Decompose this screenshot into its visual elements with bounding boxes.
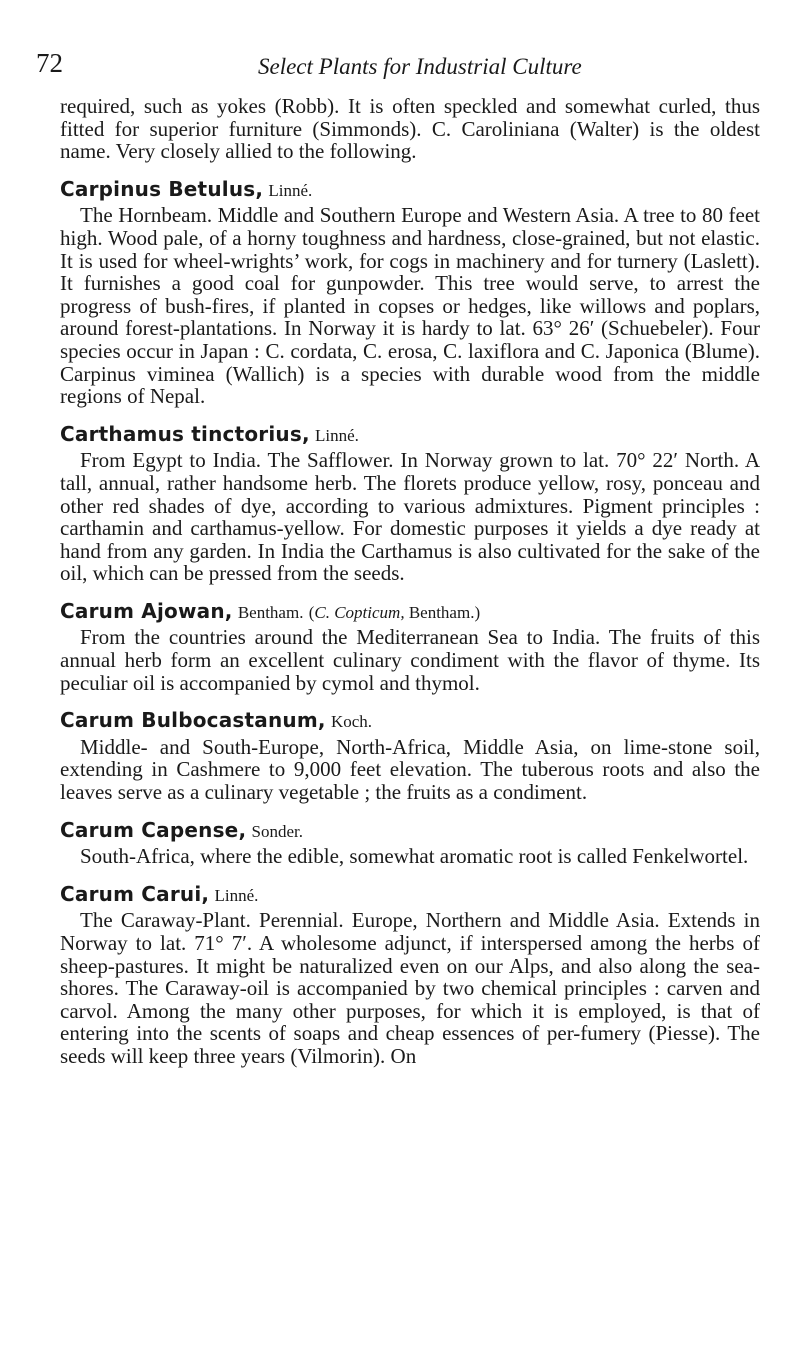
entry-carum-ajowan: [60, 600, 760, 694]
entry-name: Carthamus tinctorius,: [60, 421, 310, 446]
entry-heading: [60, 423, 760, 448]
entry-description: From Egypt to India. The Safflower. In Norway grown to lat. 70° 22′ North. A tall, annual, rather handsome herb. The florets produce yellow, rosy, ponceau and other red shades of dye, according to various admixtures. Pigment principles : carthamin and carthamus-yellow. For domestic purposes it yields a dye ready at hand from any garden. In India the Carthamus is also cultivated for the sake of the oil, which can be pressed from the seeds.: [60, 448, 760, 586]
entry-description: Middle- and South-Europe, North-Africa, Middle Asia, on lime-stone soil, extending in Cashmere to 9,000 feet elevation. The tuberous roots and also the leaves serve as a culinary vegetable ; the fruits as a condiment.: [60, 734, 760, 805]
entry-heading: [60, 600, 760, 625]
page-number: 72: [36, 48, 63, 78]
entry-carum-capense: [60, 819, 760, 868]
entry-heading: [60, 178, 760, 203]
entry-synonym: [309, 603, 480, 622]
entry-name: Carum Bulbocastanum,: [60, 708, 326, 733]
entry-name: Carum Carui,: [60, 881, 210, 906]
entry-description: The Caraway-Plant. Perennial. Europe, Northern and Middle Asia. Extends in Norway to lat. 71° 7′. A wholesome adjunct, if interspersed among the herbs of sheep-pastures. It might be naturalized even on our Alps, and also along the sea-shores. The Caraway-oil is accompanied by two chemical principles : carven and carvol. Among the many other purposes, for which it is employed, is that of entering into the scents of soaps and cheap essences of per-fumery (Piesse). The seeds will keep three years (Vilmorin). On: [60, 908, 760, 1068]
entry-heading: [60, 819, 760, 844]
synonym-prefix: (: [308, 602, 315, 622]
entry-name: Carum Ajowan,: [60, 598, 233, 623]
entry-authority: Koch.: [330, 712, 373, 732]
entry-description: From the countries around the Mediterranean Sea to India. The fruits of this annual herb form an excellent culinary condiment with the flavor of thyme. Its peculiar oil is accompanied by cymol and thymol.: [60, 625, 760, 695]
entry-carthamus-tinctorius: [60, 423, 760, 585]
entry-carum-bulbocastanum: [60, 709, 760, 803]
synonym-italic: C. Copticum,: [314, 602, 405, 622]
entry-description: South-Africa, where the edible, somewhat aromatic root is called Fenkelwortel.: [80, 844, 749, 869]
page-header: [0, 48, 800, 88]
entry-authority: Linné.: [268, 180, 313, 200]
entry-heading: [60, 709, 760, 734]
entry-authority: Bentham.: [237, 602, 304, 622]
entry-authority: Linné.: [315, 425, 359, 445]
entry-carpinus-betulus: [60, 178, 760, 408]
entry-description: The Hornbeam. Middle and Southern Europe and Western Asia. A tree to 80 feet high. Wood pale, of a horny toughness and hardness, close-grained, but not elastic. It is used for wheel-wrights’ work, for cogs in machinery and for turnery (Laslett). It furnishes a good coal for gunpowder. This tree would serve, to arrest the progress of bush-fires, if planted in copses or hedges, like willows and poplars, around forest-plantations. In Norway it is hardy to lat. 63° 26′ (Schuebeler). Four species occur in Japan : C. cordata, C. erosa, C. laxiflora and C. Japonica (Blume). Carpinus viminea (Wallich) is a species with durable wood from the middle regions of Nepal.: [60, 203, 760, 409]
entry-name: Carpinus Betulus,: [60, 176, 264, 201]
continuation-paragraph: required, such as yokes (Robb). It is often speckled and somewhat curled, thus fitted for superior furniture (Simmonds). C. Caroliniana (Walter) is the oldest name. Very closely allied to the following.: [60, 94, 760, 164]
entry-carum-carui: [60, 883, 760, 1068]
entry-name: Carum Capense,: [60, 817, 247, 842]
entry-authority: Linné.: [214, 885, 259, 905]
entry-authority: Sonder.: [251, 821, 303, 841]
entry-heading: [60, 883, 760, 908]
running-title: Select Plants for Industrial Culture: [258, 54, 582, 79]
synonym-suffix: Bentham.): [404, 602, 481, 622]
page-body: [60, 95, 760, 1068]
